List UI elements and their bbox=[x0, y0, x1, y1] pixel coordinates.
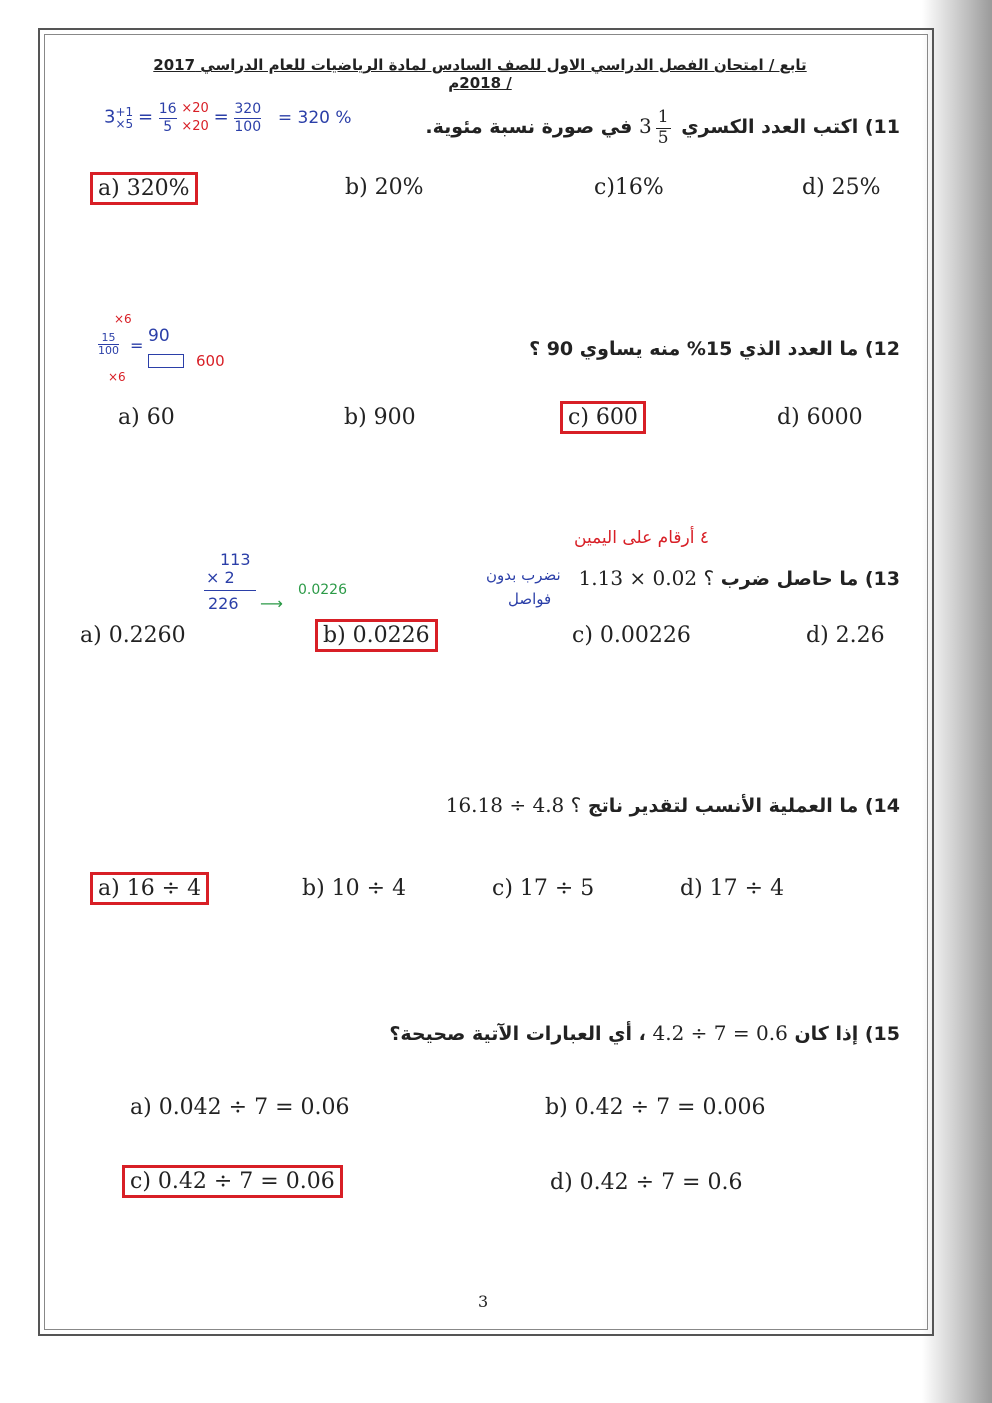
option-b: b) 20% bbox=[345, 175, 424, 200]
page-border-inner bbox=[44, 34, 928, 1330]
handwritten-note-red: ٤ أرقام على اليمين bbox=[574, 528, 709, 548]
question-number: 14) bbox=[864, 795, 900, 817]
option-b: b) 0.0226 bbox=[315, 619, 438, 652]
question-14 bbox=[446, 793, 900, 817]
option-a: a) 16 ÷ 4 bbox=[90, 872, 209, 905]
question-number: 13) bbox=[864, 568, 900, 590]
handwritten-note-blue-1: نضرب بدون bbox=[486, 566, 561, 584]
handwritten-note-blue-2: فواصل bbox=[508, 590, 552, 608]
mixed-number: 3 $\frac{1}{5}$ bbox=[639, 107, 669, 148]
option-c: c) 0.00226 bbox=[572, 623, 691, 648]
question-15 bbox=[389, 1021, 900, 1045]
option-d: d) 25% bbox=[802, 175, 881, 200]
question-text: إذا كان bbox=[794, 1023, 859, 1045]
option-c: c) 17 ÷ 5 bbox=[492, 876, 595, 901]
handwritten-work-q11: 3 +1 ×5 = $\frac{16}{5}$ ×20 ×20 = $\frac{320}{100}$ = 320 % bbox=[104, 100, 352, 135]
question-11 bbox=[425, 108, 900, 148]
handwritten-work-q12: ×6 15 100 = 90 600 ×6 bbox=[98, 312, 225, 384]
option-b: b) 0.42 ÷ 7 = 0.006 bbox=[545, 1095, 766, 1120]
option-c: c)16% bbox=[594, 175, 664, 200]
option-d: d) 0.42 ÷ 7 = 0.6 bbox=[550, 1170, 743, 1195]
question-number: 12) bbox=[864, 338, 900, 360]
question-text: اكتب العدد الكسري bbox=[681, 116, 859, 139]
option-a: a) 0.042 ÷ 7 = 0.06 bbox=[130, 1095, 350, 1120]
question-text-end: ، أي العبارات الآتية صحيحة؟ bbox=[389, 1023, 646, 1045]
option-d: d) 2.26 bbox=[806, 623, 885, 648]
question-13 bbox=[579, 566, 900, 590]
option-b: b) 900 bbox=[344, 405, 416, 430]
option-a: a) 60 bbox=[118, 405, 175, 430]
question-12 bbox=[529, 338, 900, 360]
option-d: d) 6000 bbox=[777, 405, 863, 430]
question-text-end: في صورة نسبة مئوية. bbox=[425, 116, 633, 139]
question-text: ما العدد الذي 15% منه يساوي 90 ؟ bbox=[529, 338, 859, 360]
question-expression: 4.2 ÷ 7 = 0.6 bbox=[652, 1021, 788, 1045]
option-a: a) 0.2260 bbox=[80, 623, 186, 648]
question-text: ما العملية الأنسب لتقدير ناتج bbox=[587, 795, 859, 817]
option-c: c) 0.42 ÷ 7 = 0.06 bbox=[122, 1165, 343, 1198]
option-b: b) 10 ÷ 4 bbox=[302, 876, 407, 901]
question-number: 15) bbox=[864, 1023, 900, 1045]
page-number: 3 bbox=[478, 1292, 489, 1311]
option-c: c) 600 bbox=[560, 401, 646, 434]
option-a: a) 320% bbox=[90, 172, 198, 205]
exam-header: تابع / امتحان الفصل الدراسي الاول للصف السادس لمادة الرياضيات للعام الدراسي 2017 / 2018م bbox=[153, 56, 807, 92]
question-expression: 16.18 ÷ 4.8 ؟ bbox=[445, 793, 582, 817]
handwritten-work-q13: 113 × 2 226 ⟶ 0.0226 bbox=[206, 550, 347, 613]
question-text: ما حاصل ضرب bbox=[720, 568, 859, 590]
question-expression: 1.13 × 0.02 ؟ bbox=[578, 566, 715, 590]
option-d: d) 17 ÷ 4 bbox=[680, 876, 785, 901]
question-number: 11) bbox=[864, 116, 900, 139]
